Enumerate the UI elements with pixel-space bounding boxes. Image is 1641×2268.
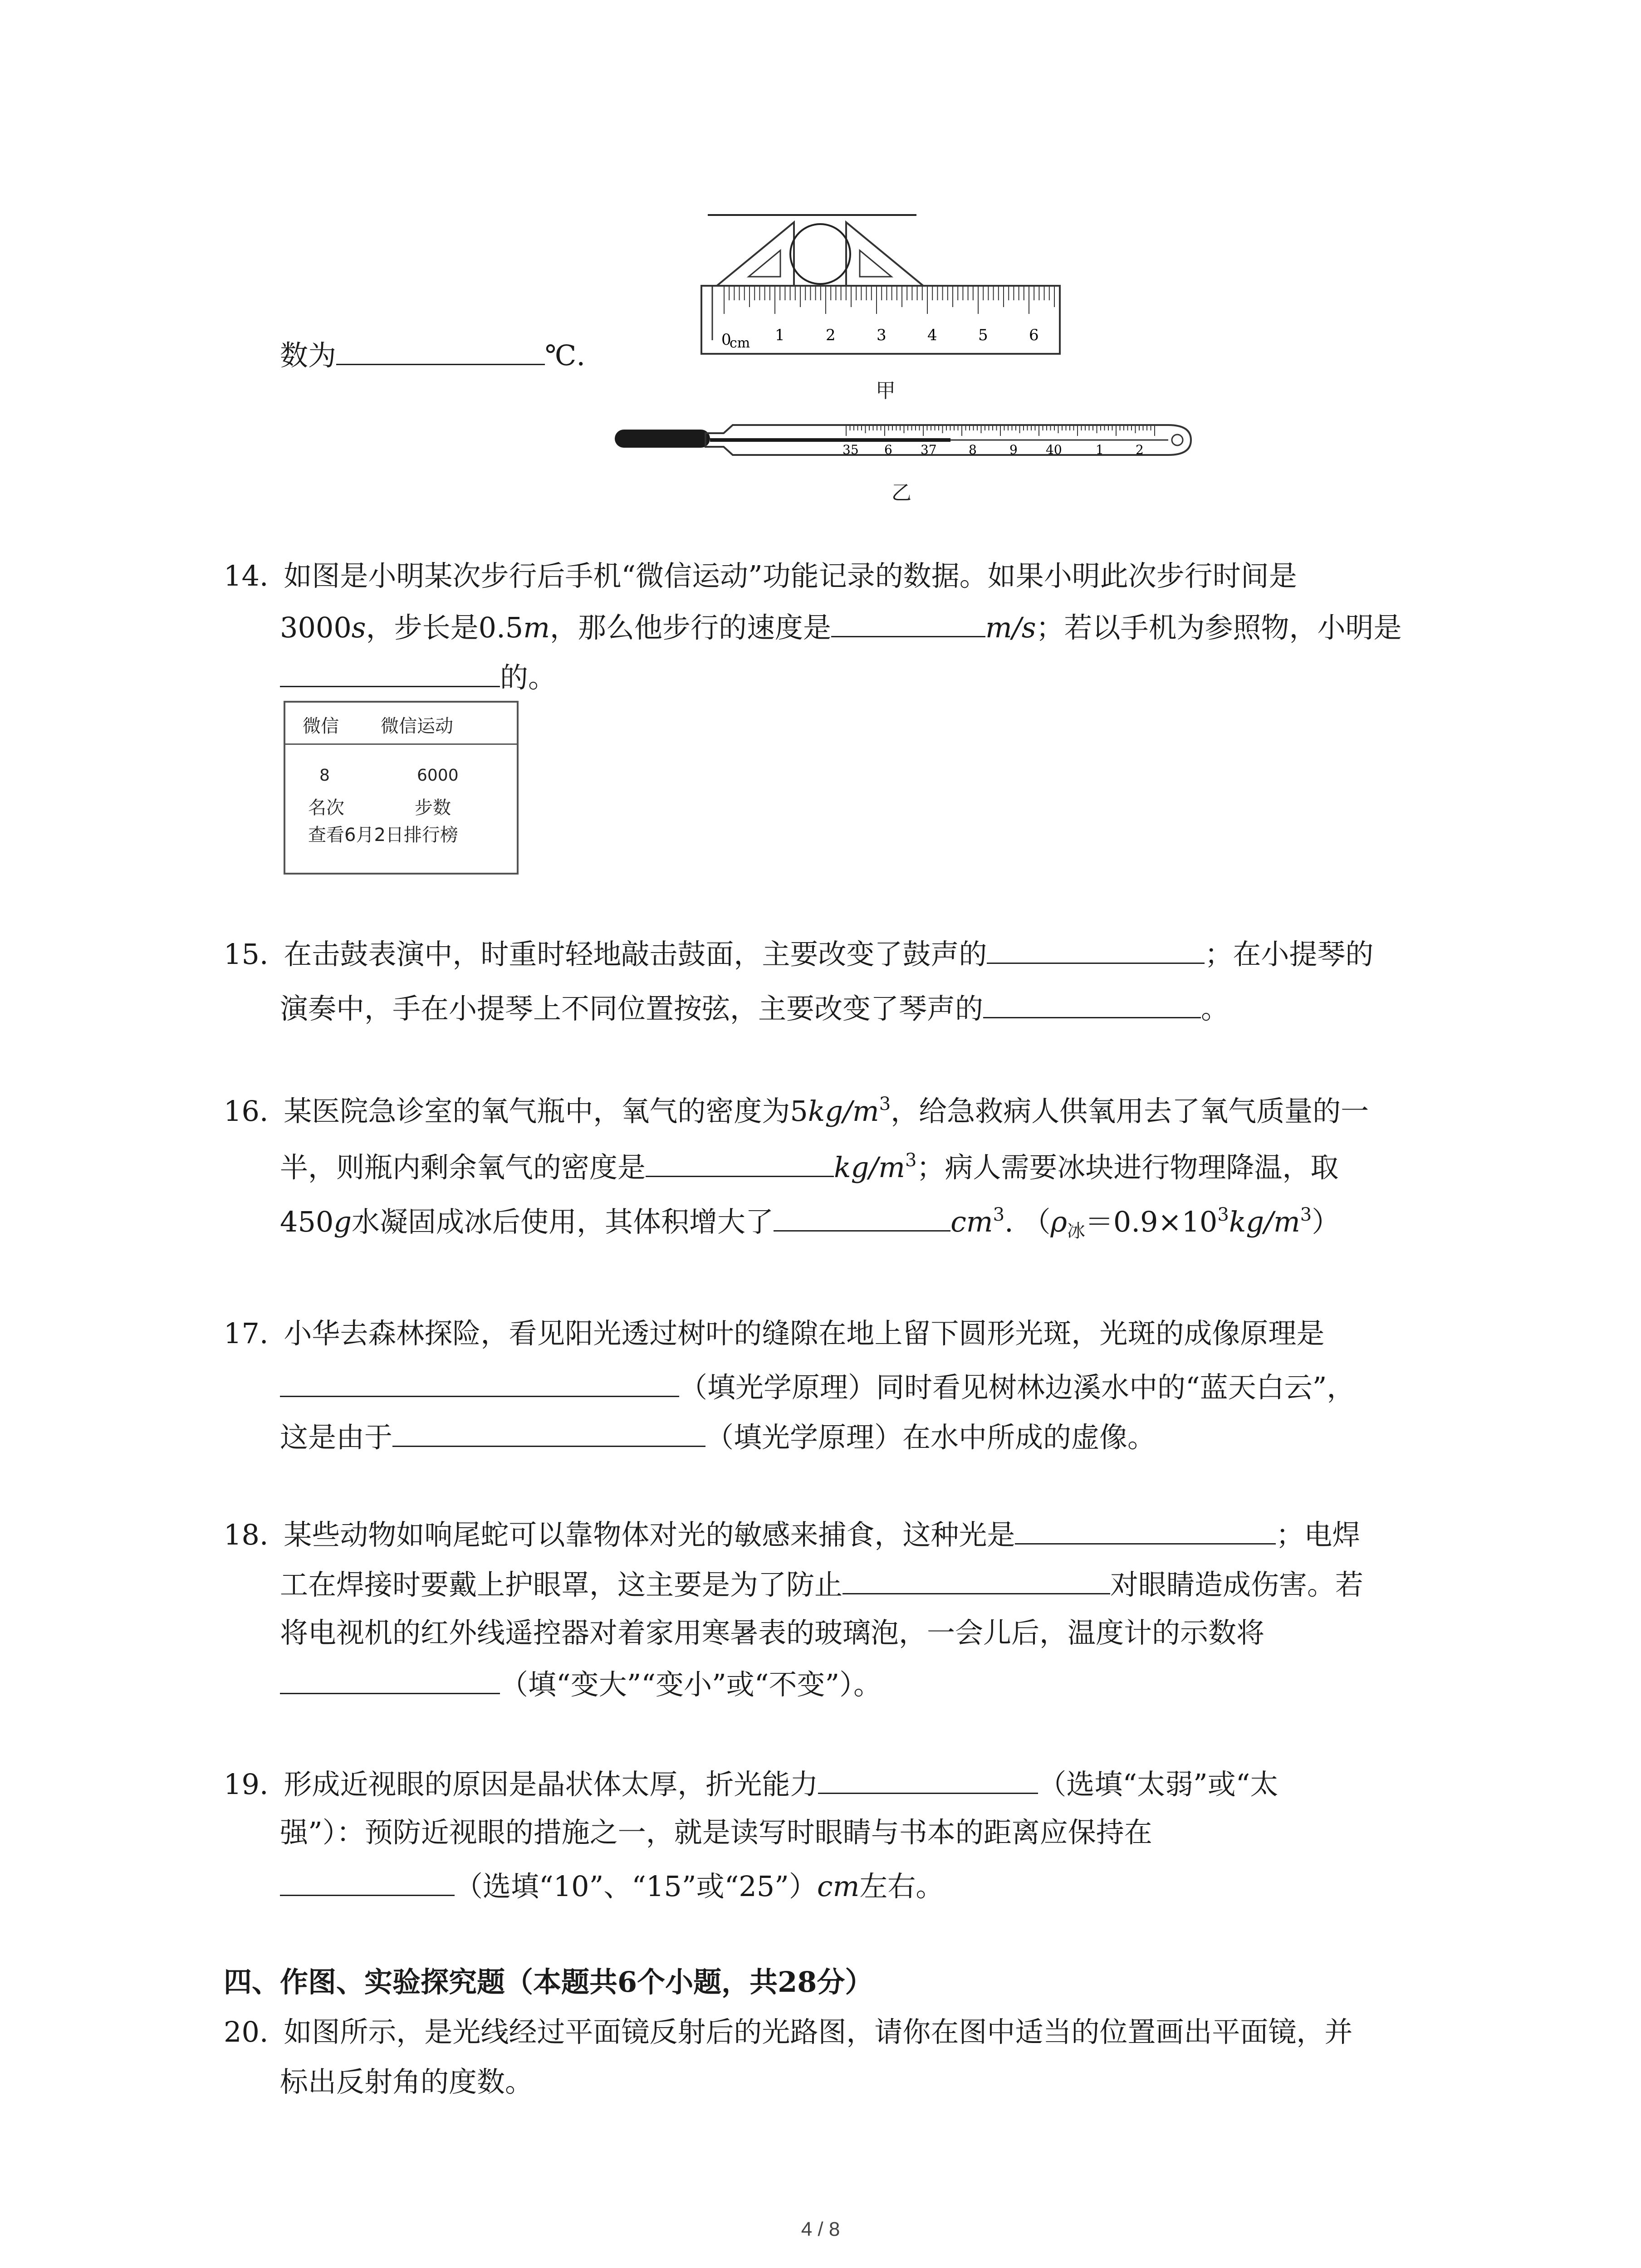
q16-exp3: 3: [993, 1204, 1005, 1225]
q16-volume-blank[interactable]: [774, 1202, 950, 1232]
q14-time-unit: s: [351, 611, 366, 644]
q15-text2: ；在小提琴的: [1205, 938, 1374, 971]
q15-text4: 。: [1201, 992, 1230, 1025]
q20-text2: 标出反射角的度数。: [280, 2065, 534, 2098]
q19-text1: 形成近视眼的原因是晶状体太厚，折光能力: [284, 1768, 818, 1801]
figure-jia-ruler: [699, 209, 1071, 372]
wechat-tab: 微信: [303, 716, 339, 737]
figure-yi-thermometer: [610, 420, 1195, 460]
q20-number: 20.: [224, 2015, 269, 2048]
ruler-label-0: 0: [721, 331, 731, 349]
q17-blank1[interactable]: [280, 1368, 679, 1397]
q14-number: 14.: [224, 559, 269, 592]
caption-jia: 甲: [876, 379, 896, 402]
ruler-label-6: 6: [1029, 326, 1039, 344]
q14-speed-unit: m/s: [985, 611, 1036, 644]
q13-answer-blank[interactable]: [336, 336, 545, 365]
q14-line3: [280, 658, 556, 696]
thermo-label-39: 9: [1009, 442, 1018, 457]
thermo-label-38: 8: [969, 442, 977, 457]
q18-blank1[interactable]: [1015, 1515, 1276, 1545]
q14-text3: ，那么他步行的速度是: [550, 611, 832, 644]
q13-unit: ℃.: [545, 339, 586, 372]
q19-unit: cm: [817, 1870, 860, 1903]
q18-text3: 工在焊接时要戴上护眼罩，这主要是为了防止: [280, 1568, 843, 1601]
q19-line1: [224, 1765, 1278, 1803]
q19-number: 19.: [224, 1768, 269, 1801]
q14-step-unit: m: [523, 611, 550, 644]
q19-blank2[interactable]: [280, 1867, 455, 1896]
q16-text4: ；病人需要冰块进行物理降温，取: [916, 1151, 1339, 1184]
q14-speed-blank[interactable]: [831, 608, 985, 637]
thermo-label-40: 40: [1046, 442, 1062, 457]
q16-text6: . （: [1004, 1205, 1051, 1238]
thermo-label-35: 35: [843, 442, 859, 457]
q15-line1: [224, 934, 1373, 973]
thermo-label-37: 37: [921, 442, 937, 457]
q14-reference-blank[interactable]: [280, 658, 500, 687]
caption-yi: 乙: [892, 481, 911, 504]
q18-text2: ；电焊: [1276, 1518, 1361, 1551]
q18-text6: （填“变大”“变小”或“不变”）。: [500, 1668, 882, 1701]
wechat-leaderboard-link[interactable]: 查看6月2日排行榜: [308, 825, 458, 846]
q17-text2: （填光学原理）同时看见树林边溪水中的“蓝天白云”，: [679, 1371, 1355, 1404]
q16-rho-subscript: 冰: [1067, 1221, 1085, 1242]
wechat-rank-label: 名次: [308, 797, 344, 818]
thermo-label-41: 1: [1096, 442, 1104, 457]
q16-rho-symbol: ρ: [1050, 1205, 1067, 1238]
q16-exp4: 3: [1217, 1204, 1229, 1225]
q18-blank2[interactable]: [843, 1565, 1110, 1594]
wechat-sport-tab: 微信运动: [381, 716, 453, 737]
q16-mass-unit: g: [333, 1205, 352, 1238]
q14-line2: [280, 608, 1402, 646]
q16-volume-unit: cm: [950, 1205, 993, 1238]
thermo-label-42: 2: [1136, 442, 1144, 457]
q18-line4: [280, 1665, 882, 1703]
q16-number: 16.: [224, 1095, 269, 1128]
q16-text7: ）: [1312, 1205, 1340, 1238]
wechat-rank-value: 8: [319, 766, 330, 785]
q16-mass-value: 450: [280, 1205, 334, 1238]
q17-line3: [280, 1418, 1156, 1456]
q15-number: 15.: [224, 938, 269, 971]
q14-time-value: 3000: [280, 611, 352, 644]
wechat-sport-card: [284, 701, 519, 875]
q17-text4: （填光学原理）在水中所成的虚像。: [705, 1421, 1156, 1454]
q18-line3: [280, 1615, 1264, 1651]
q16-text1: 某医院急诊室的氧气瓶中，氧气的密度为5: [284, 1095, 808, 1128]
section4-title: 四、作图、实验探究题（本题共6个小题，共28分）: [224, 1965, 873, 1999]
q17-line2: [280, 1368, 1355, 1406]
q16-text2: ，给急救病人供氧用去了氧气质量的一: [891, 1095, 1369, 1128]
q16-density-unit2: kg/m: [834, 1151, 905, 1184]
q16-exp5: 3: [1300, 1204, 1312, 1225]
q14-text4: ；若以手机为参照物，小明是: [1036, 611, 1402, 644]
wechat-steps-label: 步数: [415, 797, 451, 818]
q15-text1: 在击鼓表演中，时重时轻地敲击鼓面，主要改变了鼓声的: [284, 938, 987, 971]
q15-blank1[interactable]: [987, 934, 1205, 964]
ruler-label-2: 2: [826, 326, 836, 344]
ruler-label-1: 1: [775, 326, 785, 344]
q19-text5: 左右。: [859, 1870, 944, 1903]
q17-text3: 这是由于: [280, 1421, 393, 1454]
q18-line2: [280, 1565, 1363, 1603]
q18-text4: 对眼睛造成伤害。若: [1110, 1568, 1364, 1601]
q17-line1: [224, 1315, 1324, 1352]
q18-text5: 将电视机的红外线遥控器对着家用寒暑表的玻璃泡，一会儿后，温度计的示数将: [280, 1616, 1265, 1649]
q20-line1: [224, 2014, 1352, 2050]
q16-rho-value: ＝0.9×10: [1085, 1205, 1218, 1238]
q16-text5: 水凝固成冰后使用，其体积增大了: [352, 1205, 774, 1238]
ruler-label-cm: cm: [730, 335, 750, 351]
q18-text1: 某些动物如响尾蛇可以靠物体对光的敏感来捕食，这种光是: [284, 1518, 1015, 1551]
q16-line3: [280, 1202, 1340, 1240]
q16-text3: 半，则瓶内剩余氧气的密度是: [280, 1151, 646, 1184]
q17-text1: 小华去森林探险，看见阳光透过树叶的缝隙在地上留下圆形光斑，光斑的成像原理是: [284, 1317, 1325, 1350]
q14-line1: [224, 558, 1297, 594]
q19-blank1[interactable]: [818, 1765, 1038, 1794]
q14-text5: 的。: [500, 661, 557, 694]
ruler-label-3: 3: [877, 326, 887, 344]
q16-density-blank[interactable]: [646, 1148, 834, 1177]
q16-line2: [280, 1148, 1338, 1186]
q14-text2: ，步长是0.5: [366, 611, 524, 644]
q15-blank2[interactable]: [983, 989, 1201, 1018]
q19-text4: （选填“10”、“15”或“25”）: [455, 1870, 817, 1903]
q16-line1: [224, 1093, 1369, 1129]
q19-text3: 强”）：预防近视眼的措施之一，就是读写时眼睛与书本的距离应保持在: [280, 1816, 1152, 1849]
q13-tail: [280, 336, 585, 374]
ruler-label-5: 5: [978, 326, 988, 344]
q17-number: 17.: [224, 1317, 269, 1350]
q19-text2: （选填“太弱”或“太: [1038, 1768, 1279, 1801]
q20-line2: [280, 2064, 533, 2100]
q15-line2: [280, 989, 1229, 1027]
q18-blank3[interactable]: [280, 1665, 500, 1694]
q14-text1: 如图是小明某次步行后手机“微信运动”功能记录的数据。如果小明此次步行时间是: [284, 559, 1297, 592]
wechat-steps-value: 6000: [417, 766, 459, 785]
q19-line2: [280, 1814, 1152, 1851]
q18-line1: [224, 1515, 1360, 1553]
q19-line3: [280, 1867, 944, 1905]
q13-tail-text: 数为: [280, 339, 337, 372]
q20-text1: 如图所示，是光线经过平面镜反射后的光路图，请你在图中适当的位置画出平面镜，并: [284, 2015, 1353, 2048]
q18-number: 18.: [224, 1518, 269, 1551]
page-number: 4 / 8: [801, 2218, 840, 2240]
ruler-label-4: 4: [927, 326, 937, 344]
q16-rho-unit: kg/m: [1229, 1205, 1300, 1238]
q17-blank2[interactable]: [392, 1418, 705, 1447]
thermo-label-36: 6: [884, 442, 892, 457]
q16-density-unit: kg/m: [808, 1095, 879, 1128]
q16-exp2: 3: [905, 1150, 917, 1171]
q15-text3: 演奏中，手在小提琴上不同位置按弦，主要改变了琴声的: [280, 992, 984, 1025]
q16-exp1: 3: [879, 1094, 891, 1114]
